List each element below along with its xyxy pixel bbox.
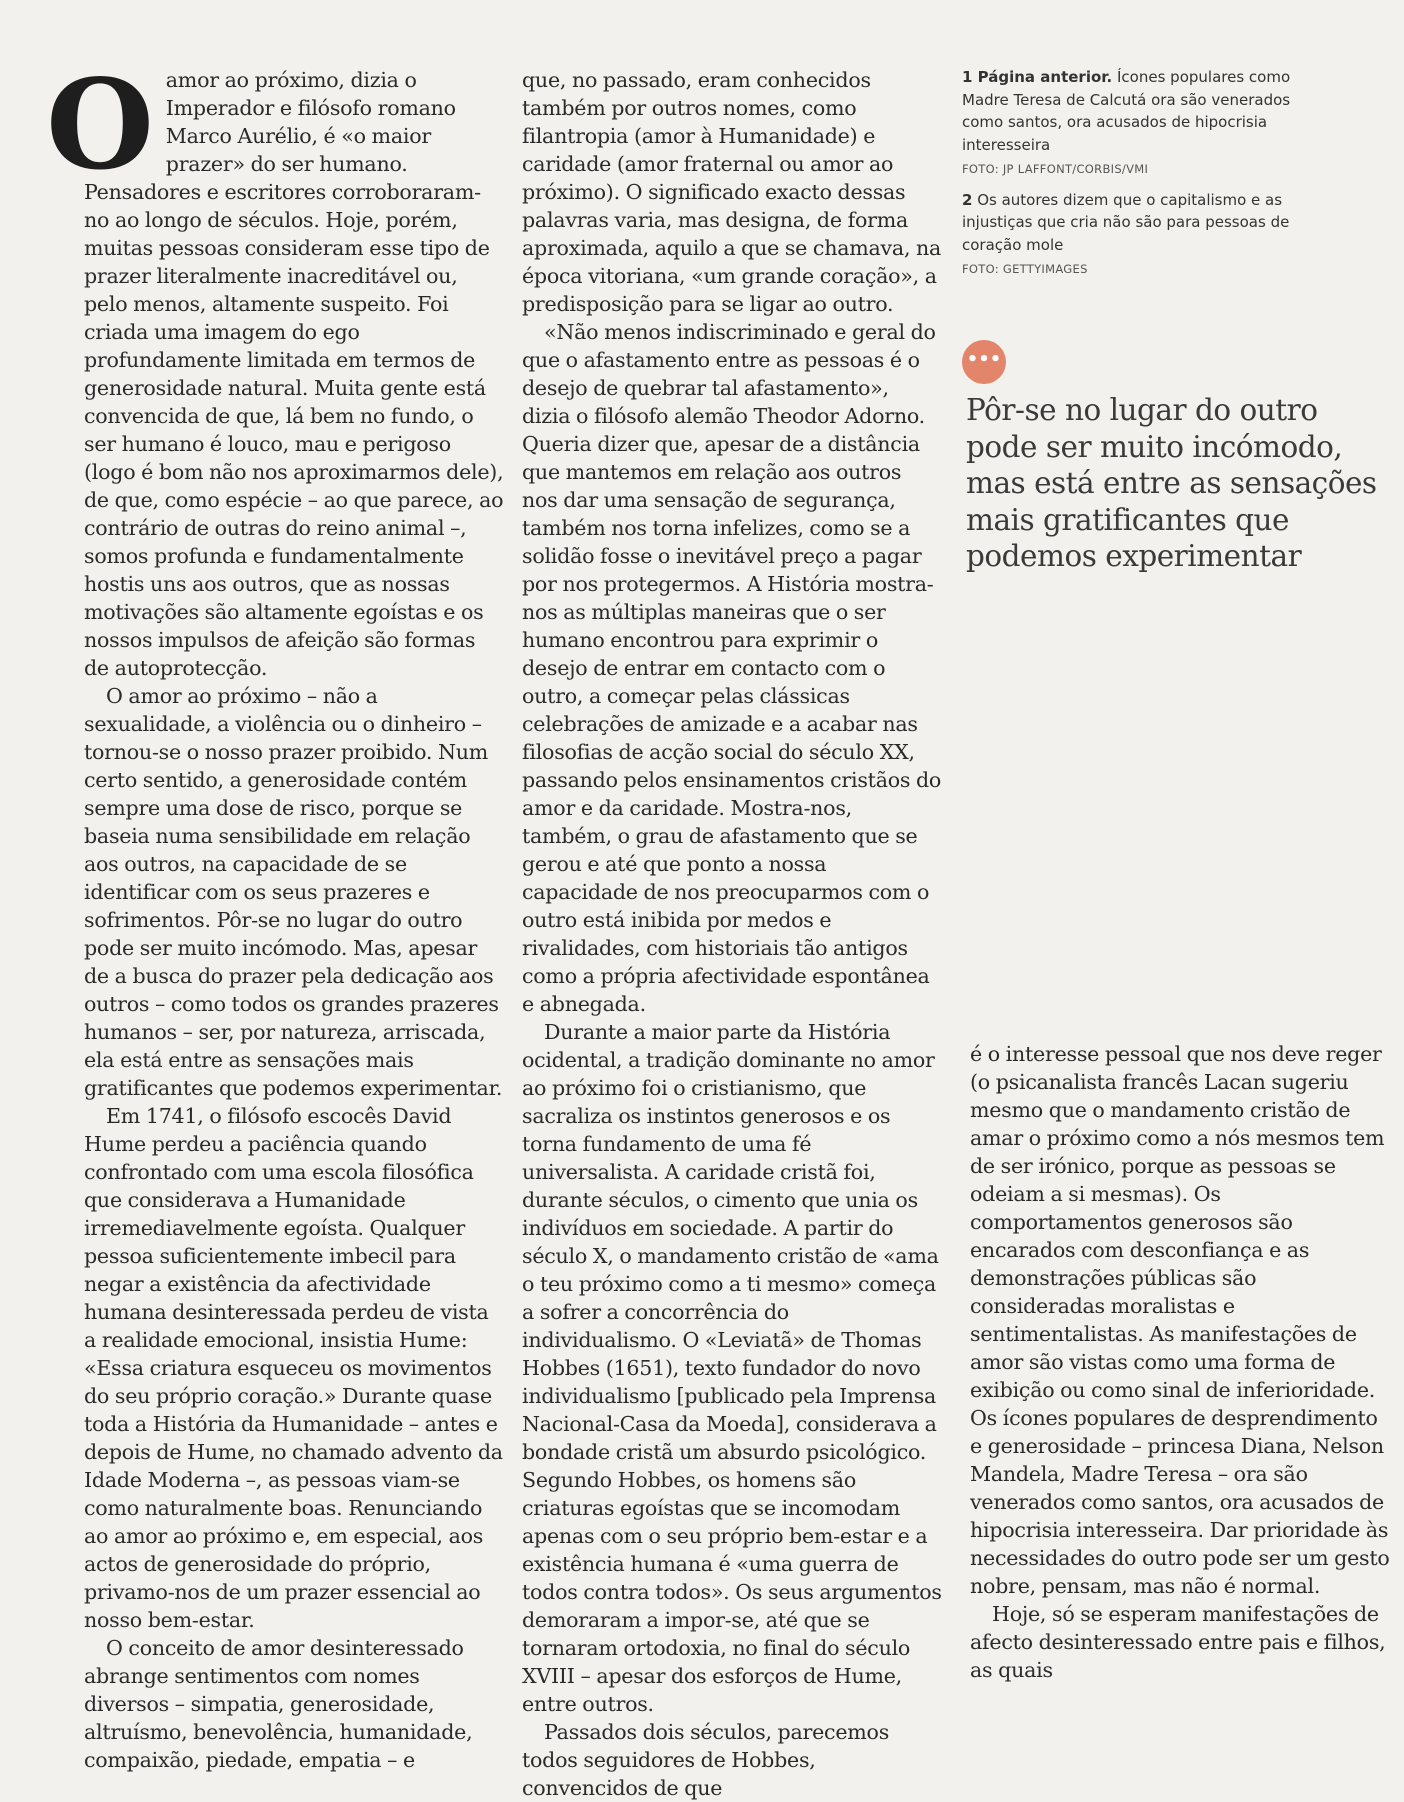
drop-cap: O — [46, 53, 154, 198]
article-paragraph: que, no passado, eram conhecidos também por outros nomes, como filantropia (amor à Humanidade) e caridade (amor fraternal ou amor ao próximo). O significado exacto dessas palavras varia, mas designa, de forma aproximada, aquilo a que se chamava, na época vitoriana, «um grande coração», a predisposição para se ligar ao outro. — [522, 68, 942, 316]
article-paragraph: Durante a maior parte da História ocidental, a tradição dominante no amor ao próximo foi o cristianismo, que sacraliza os instintos generosos e os torna fundamento de uma fé universalista. A caridade cristã foi, durante séculos, o cimento que unia os indivíduos em sociedade. A partir do século X, o mandamento cristão de «ama o teu próximo como a ti mesmo» começa a sofrer a concorrência do individualismo. O «Leviatã» de Thomas Hobbes (1651), texto fundador do novo individualismo [publicado pela Imprensa Nacional-Casa da Moeda], considerava a bondade cristã um absurdo psicológico. Segundo Hobbes, os homens são criaturas egoístas que se incomodam apenas com o seu próprio bem-estar e a existência humana é «uma guerra de todos contra todos». Os seus argumentos demoraram a impor-se, até que se tornaram ortodoxia, no final do século XVIII – apesar dos esforços de Hume, entre outros. — [522, 1020, 942, 1716]
caption-2-text: Os autores dizem que o capitalismo e as injustiças que cria não são para pessoas de coração mole — [962, 190, 1290, 254]
pull-quote: Pôr-se no lugar do outro pode ser muito incómodo, mas está entre as sensações mais gratificantes que podemos experimentar — [966, 393, 1377, 573]
article-paragraph: Em 1741, o filósofo escocês David Hume perdeu a paciência quando confrontado com uma escola filosófica que considerava a Humanidade irremediavelmente egoísta. Qualquer pessoa suficientemente imbecil para negar a existência da afectividade humana desinteressada perdeu de vista a realidade emocional, insistia Hume: «Essa criatura esqueceu os movimentos do seu próprio coração.» Durante quase toda a História da Humanidade – antes e depois de Hume, no chamado advento da Idade Moderna –, as pessoas viam-se como naturalmente boas. Renunciando ao amor ao próximo e, em especial, aos actos de generosidade do próprio, privamo-nos de um prazer essencial ao nosso bem-estar. — [84, 1104, 503, 1632]
caption-2 — [962, 189, 1292, 257]
caption-1-label: 1 Página anterior. — [962, 68, 1113, 86]
article-column-1 — [46, 53, 504, 1774]
article-column-2 — [522, 66, 942, 1802]
caption-2-credit: FOTO: GETTYIMAGES — [962, 262, 1088, 276]
article-paragraph — [46, 53, 504, 682]
caption-2-label: 2 — [962, 190, 973, 209]
caption-1 — [962, 66, 1292, 156]
article-paragraph: Hoje, só se esperam manifestações de afecto desinteressado entre pais e filhos, as quais — [970, 1602, 1386, 1682]
paragraph-text: amor ao próximo, dizia o Imperador e filósofo romano Marco Aurélio, é «o maior prazer» do ser humano. Pensadores e escritores corroboraram-no ao longo de séculos. Hoje, porém, muitas pessoas consideram esse tipo de prazer literalmente inacreditável ou, pelo menos, altamente suspeito. Foi criada uma imagem do ego profundamente limitada em termos de generosidade natural. Muita gente está convencida de que, lá bem no fundo, o ser humano é louco, mau e perigoso (logo é bom não nos aproximarmos dele), de que, como espécie – ao que parece, ao contrário de outras do reino animal –, somos profunda e fundamentalmente hostis uns aos outros, que as nossas motivações são altamente egoístas e os nossos impulsos de afeição são formas de autoprotecção. — [84, 68, 504, 680]
article-paragraph: O amor ao próximo – não a sexualidade, a violência ou o dinheiro – tornou-se o nosso prazer proibido. Num certo sentido, a generosidade contém sempre uma dose de risco, porque se baseia numa sensibilidade em relação aos outros, na capacidade de se identificar com os seus prazeres e sofrimentos. Pôr-se no lugar do outro pode ser muito incómodo. Mas, apesar de a busca do prazer pela dedicação aos outros – como todos os grandes prazeres humanos – ser, por natureza, arriscada, ela está entre as sensações mais gratificantes que podemos experimentar. — [84, 684, 503, 1100]
photo-captions — [962, 66, 1292, 289]
article-paragraph: O conceito de amor desinteressado abrange sentimentos com nomes diversos – simpatia, generosidade, altruísmo, benevolência, humanidade, compaixão, piedade, empatia – e — [84, 1636, 473, 1772]
caption-1-text: Ícones populares como Madre Teresa de Calcutá ora são venerados como santos, ora acusados de hipocrisia interesseira — [962, 68, 1291, 154]
article-paragraph: Passados dois séculos, parecemos todos seguidores de Hobbes, convencidos de que — [522, 1720, 890, 1800]
article-paragraph: é o interesse pessoal que nos deve reger (o psicanalista francês Lacan sugeriu mesmo que o mandamento cristão de amar o próximo como a nós mesmos tem de ser irónico, porque as pessoas se odeiam a si mesmas). Os comportamentos generosos são encarados com desconfiança e as demonstrações públicas são consideradas moralistas e sentimentalistas. As manifestações de amor são vistas como uma forma de exibição ou como sinal de inferioridade. Os ícones populares de desprendimento e generosidade – princesa Diana, Nelson Mandela, Madre Teresa – ora são venerados como santos, ora acusados de hipocrisia interesseira. Dar prioridade às necessidades do outro pode ser um gesto nobre, pensam, mas não é normal. — [970, 1042, 1390, 1598]
article-paragraph: «Não menos indiscriminado e geral do que o afastamento entre as pessoas é o desejo de quebrar tal afastamento», dizia o filósofo alemão Theodor Adorno. Queria dizer que, apesar de a distância que mantemos em relação aos outros nos dar uma sensação de segurança, também nos torna infelizes, como se a solidão fosse o inevitável preço a pagar por nos protegermos. A História mostra-nos as múltiplas maneiras que o ser humano encontrou para exprimir o desejo de entrar em contacto com o outro, a começar pelas clássicas celebrações de amizade e a acabar nas filosofias de acção social do século XX, passando pelos ensinamentos cristãos do amor e da caridade. Mostra-nos, também, o grau de afastamento que se gerou e até que ponto a nossa capacidade de nos preocuparmos com o outro está inibida por medos e rivalidades, com historiais tão antigos como a própria afectividade espontânea e abnegada. — [522, 320, 942, 1016]
more-dots-icon: ••• — [962, 340, 1006, 384]
caption-1-credit: FOTO: JP LAFFONT/CORBIS/VMI — [962, 162, 1149, 176]
article-column-3 — [970, 1040, 1390, 1684]
